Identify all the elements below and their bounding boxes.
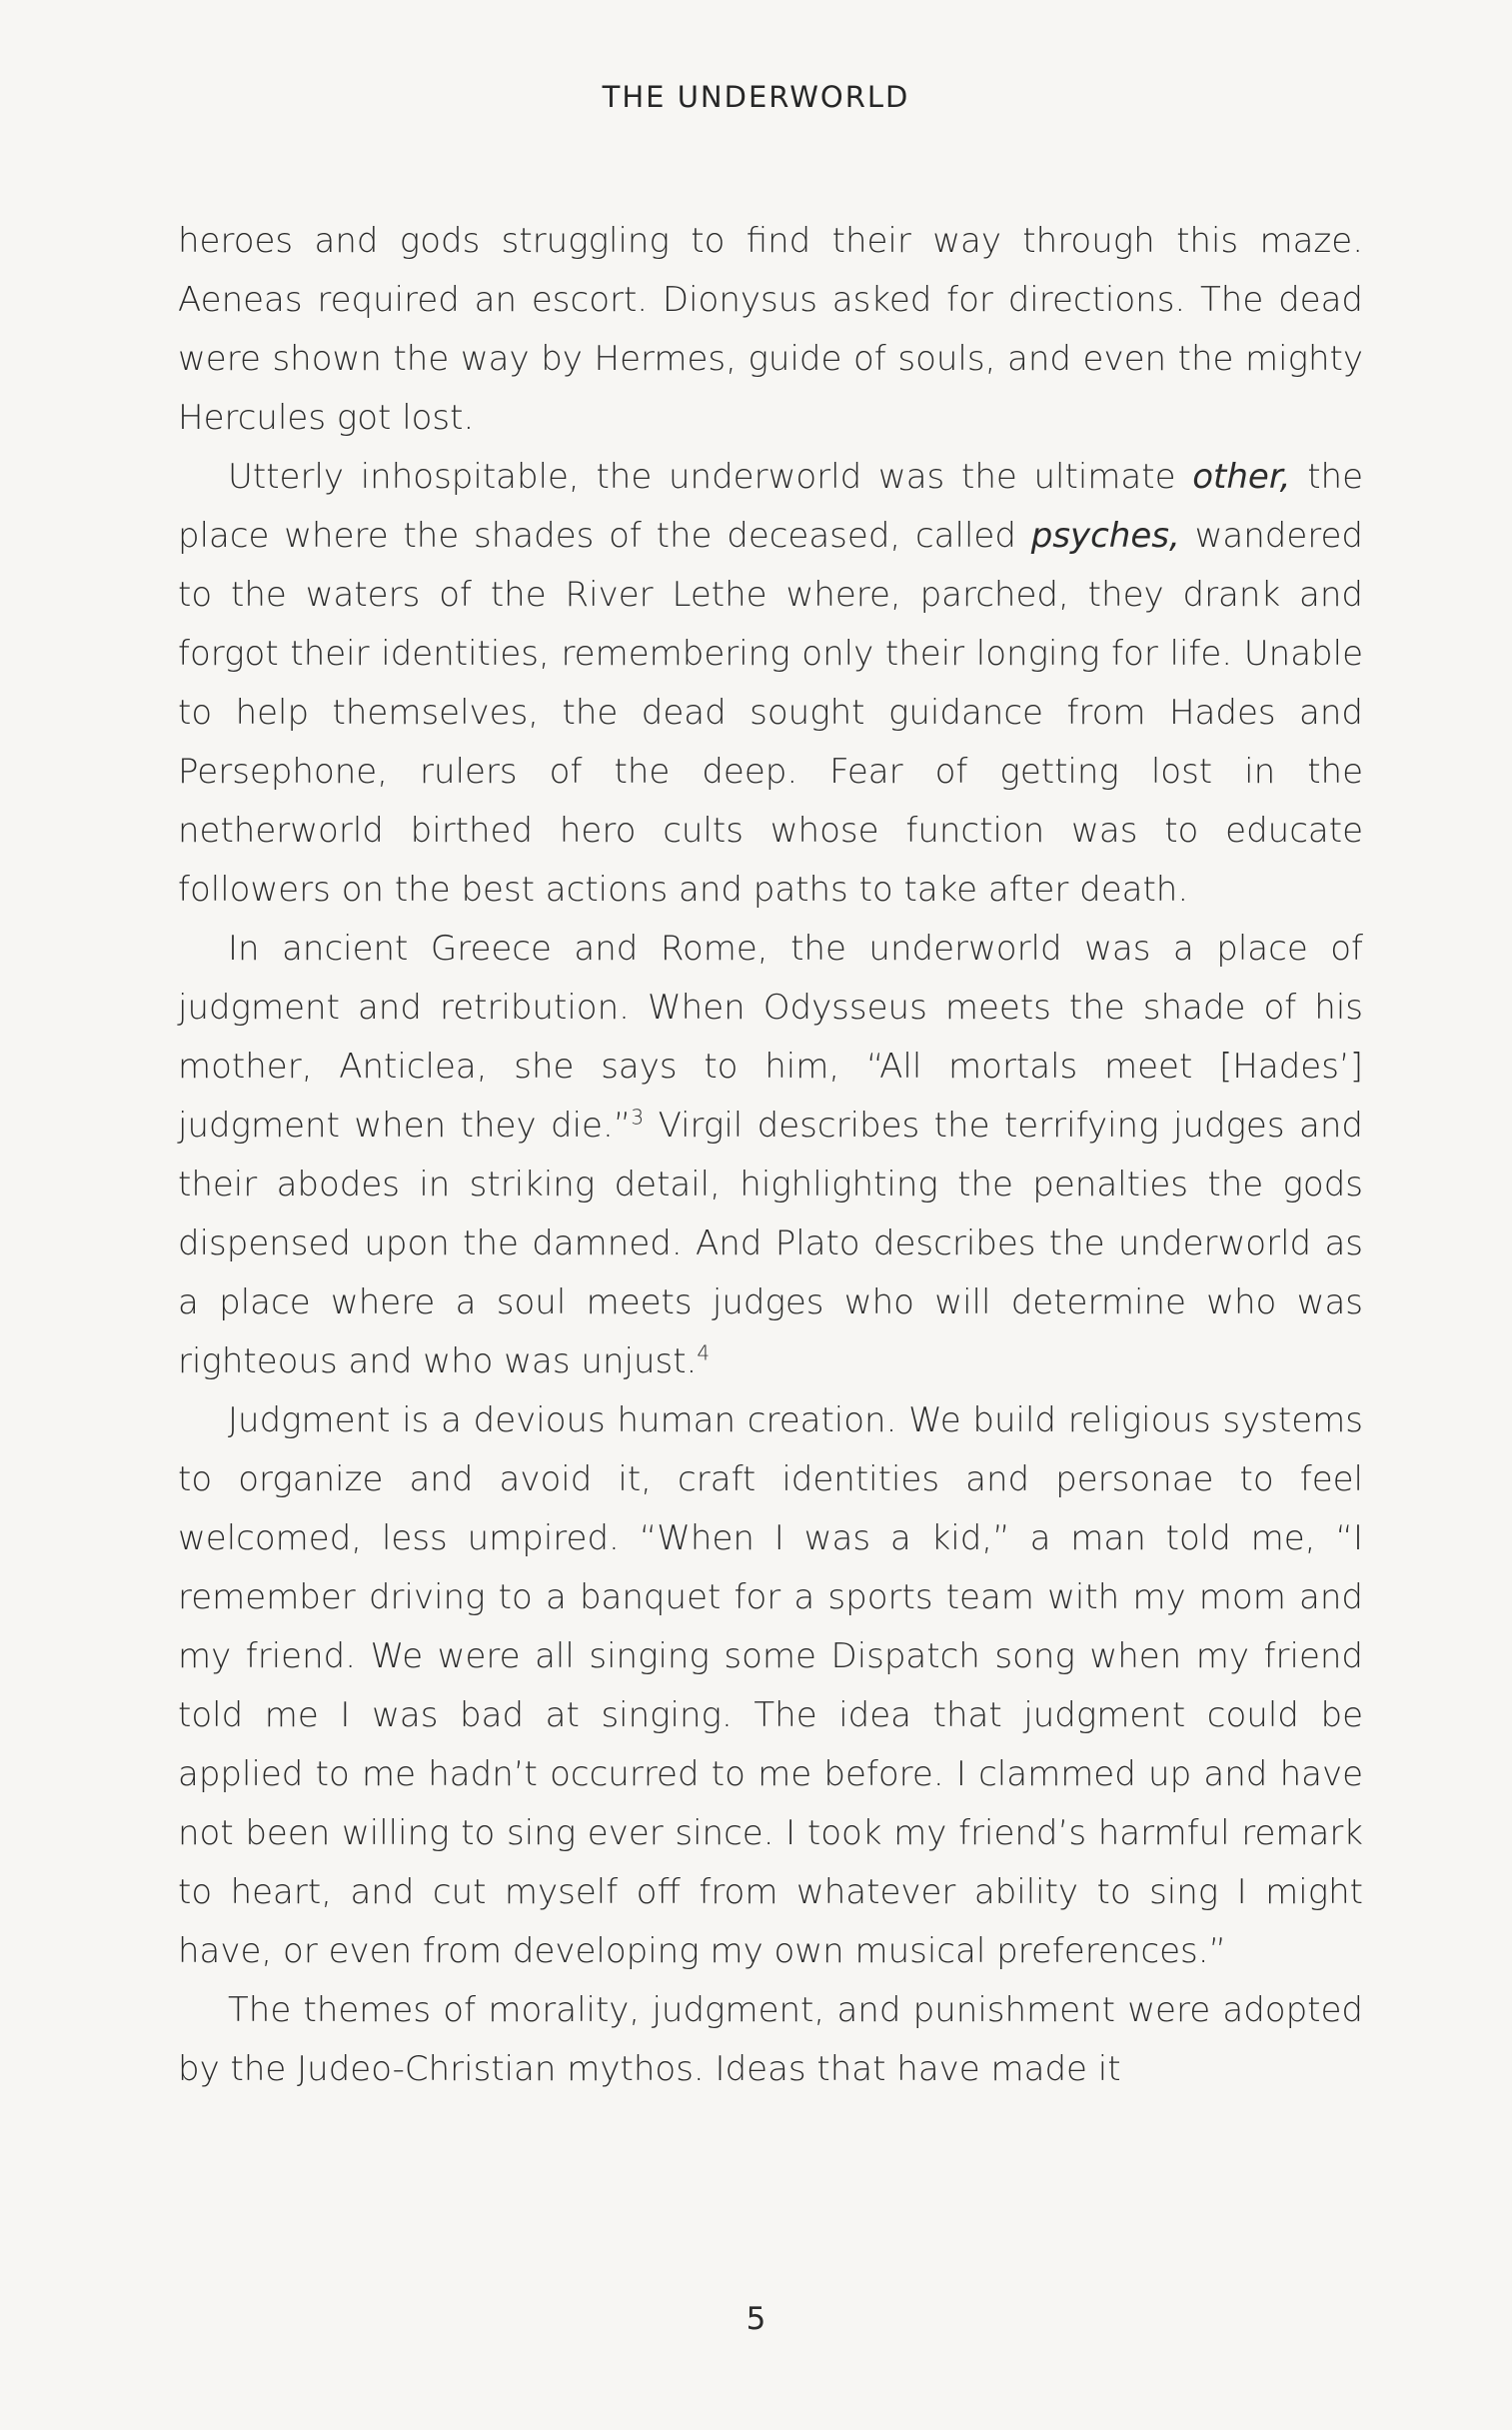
paragraph-2: [178, 448, 1363, 920]
footnote-ref-4: 4: [697, 1340, 711, 1365]
italic-other: other,: [1192, 457, 1291, 497]
body-text: [178, 212, 1363, 2099]
page-number: 5: [746, 2301, 766, 2337]
paragraph-2-text-a: Utterly inhospitable, the underworld was the ultimate: [228, 457, 1193, 497]
running-head: THE UNDERWORLD: [602, 80, 910, 114]
paragraph-2-text-b: the place where the shades of the deceased, called: [178, 457, 1364, 556]
paragraph-2-text-c: wandered to the waters of the River Lethe where, parched, they drank and forgot their identities, remembering only their longing for life. Unable to help themselves, the dead sought guidance from Hades and Persephone, rulers of the deep. Fear of getting lost in the netherworld birthed hero cults whose function was to educate followers on the best actions and paths to take after death.: [178, 516, 1363, 910]
paragraph-3-text-a: In ancient Greece and Rome, the underworld was a place of judgment and retribution. When Odysseus meets the shade of his mother, Anticlea, she says to him, “All mortals meet [Hades’] judgment when they die.”: [178, 929, 1363, 1146]
paragraph-3: [178, 920, 1363, 1391]
paragraph-3-text-b: Virgil describes the terrifying judges and their abodes in striking detail, highlighting the penalties the gods dispensed upon the damned. And Plato describes the underworld as a place where a soul meets judges who will determine who was righteous and who was unjust.: [178, 1106, 1363, 1381]
paragraph-4: Judgment is a devious human creation. We build religious systems to organize and avoid it, craft identities and personae to feel welcomed, less umpired. “When I was a kid,” a man told me, “I remember driving to a banquet for a sports team with my mom and my friend. We were all singing some Dispatch song when my friend told me I was bad at singing. The idea that judgment could be applied to me hadn’t occurred to me before. I clammed up and have not been willing to sing ever since. I took my friend’s harmful remark to heart, and cut myself off from whatever ability to sing I might have, or even from developing my own musical preferences.”: [178, 1400, 1363, 1971]
italic-psyches: psyches,: [1030, 516, 1180, 556]
paragraph-1: heroes and gods struggling to find their way through this maze. Aeneas required an escort. Dionysus asked for directions. The dead were shown the way by Hermes, guide of souls, and even the mighty Hercules got lost.: [178, 221, 1363, 438]
paragraph-5: The themes of morality, judgment, and punishment were adopted by the Judeo-Christian mythos. Ideas that have made it: [178, 1990, 1363, 2089]
footnote-ref-3: 3: [631, 1105, 645, 1130]
